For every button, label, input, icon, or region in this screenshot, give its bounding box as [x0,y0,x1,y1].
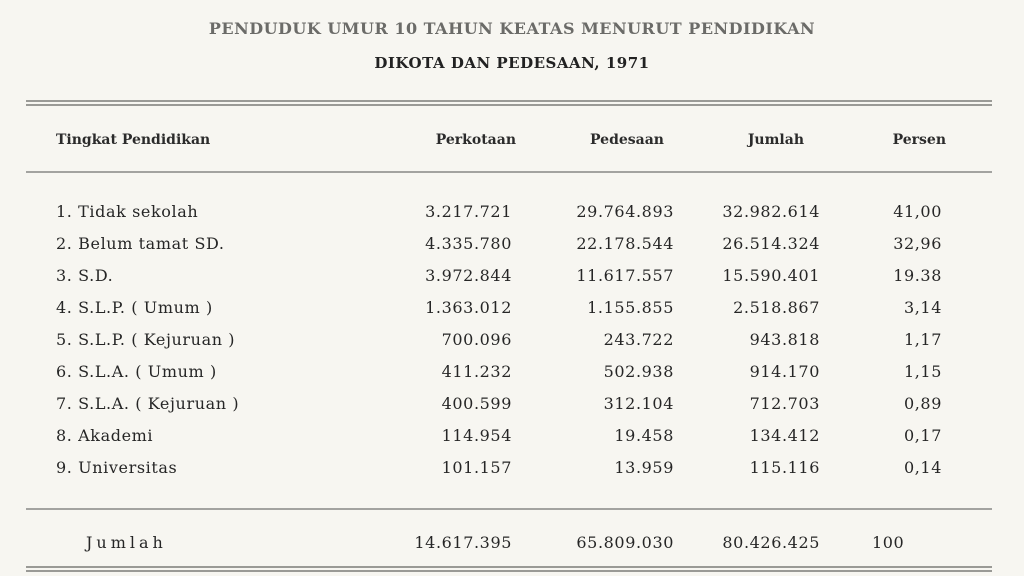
row-jumlah: 2.518.867 [733,298,820,317]
row-perkotaan: 400.599 [441,394,512,413]
total-perkotaan: 14.617.395 [414,533,512,552]
row-jumlah: 32.982.614 [722,202,820,221]
row-perkotaan: 700.096 [441,330,512,349]
row-pedesaan: 312.104 [603,394,674,413]
row-jumlah: 914.170 [749,362,820,381]
row-persen: 0,89 [903,394,942,413]
header-rule [26,171,992,173]
total-jumlah: 80.426.425 [722,533,820,552]
row-persen: 19.38 [893,266,942,285]
table-subtitle: DIKOTA DAN PEDESAAN, 1971 [374,54,650,72]
row-perkotaan: 411.232 [441,362,512,381]
total-row [0,533,1024,557]
row-perkotaan: 101.157 [441,458,512,477]
row-pedesaan: 29.764.893 [576,202,674,221]
row-pedesaan: 502.938 [603,362,674,381]
table-row [0,394,1024,418]
header-tingkat-pendidikan: Tingkat Pendidikan [56,132,211,148]
row-jumlah: 943.818 [749,330,820,349]
row-persen: 0,14 [903,458,942,477]
row-persen: 3,14 [903,298,942,317]
row-label: 2. Belum tamat SD. [56,234,225,253]
table-row [0,202,1024,226]
total-label: Jumlah [86,533,167,552]
header-perkotaan: Perkotaan [435,132,516,148]
row-label: 6. S.L.A. ( Umum ) [56,362,217,381]
row-pedesaan: 13.959 [614,458,674,477]
row-pedesaan: 11.617.557 [576,266,674,285]
header-jumlah: Jumlah [747,132,804,148]
row-pedesaan: 243.722 [603,330,674,349]
table-row [0,330,1024,354]
row-perkotaan: 3.972.844 [425,266,512,285]
row-perkotaan: 4.335.780 [425,234,512,253]
row-pedesaan: 22.178.544 [576,234,674,253]
row-jumlah: 115.116 [749,458,820,477]
row-pedesaan: 19.458 [614,426,674,445]
row-label: 5. S.L.P. ( Kejuruan ) [56,330,236,349]
table-row [0,266,1024,290]
header-persen: Persen [892,132,946,148]
row-jumlah: 26.514.324 [722,234,820,253]
row-persen: 1,15 [903,362,942,381]
table-row [0,298,1024,322]
row-jumlah: 712.703 [749,394,820,413]
row-label: 8. Akademi [56,426,154,445]
total-pedesaan: 65.809.030 [576,533,674,552]
row-label: 3. S.D. [56,266,114,285]
row-label: 7. S.L.A. ( Kejuruan ) [56,394,240,413]
row-label: 1. Tidak sekolah [56,202,199,221]
total-persen: 100 [872,533,905,552]
table-row [0,426,1024,450]
row-persen: 0,17 [903,426,942,445]
row-jumlah: 15.590.401 [722,266,820,285]
table-row [0,458,1024,482]
table-title: PENDUDUK UMUR 10 TAHUN KEATAS MENURUT PENDIDIKAN [208,19,816,38]
total-rule [26,508,992,510]
table-row [0,234,1024,258]
row-label: 9. Universitas [56,458,178,477]
row-perkotaan: 3.217.721 [425,202,512,221]
row-persen: 1,17 [903,330,942,349]
row-persen: 41,00 [893,202,942,221]
row-perkotaan: 1.363.012 [425,298,512,317]
row-perkotaan: 114.954 [441,426,512,445]
header-pedesaan: Pedesaan [590,132,664,148]
row-persen: 32,96 [893,234,942,253]
row-pedesaan: 1.155.855 [587,298,674,317]
row-jumlah: 134.412 [749,426,820,445]
row-label: 4. S.L.P. ( Umum ) [56,298,213,317]
top-double-rule [26,100,992,106]
bottom-double-rule [26,566,992,572]
table-row [0,362,1024,386]
